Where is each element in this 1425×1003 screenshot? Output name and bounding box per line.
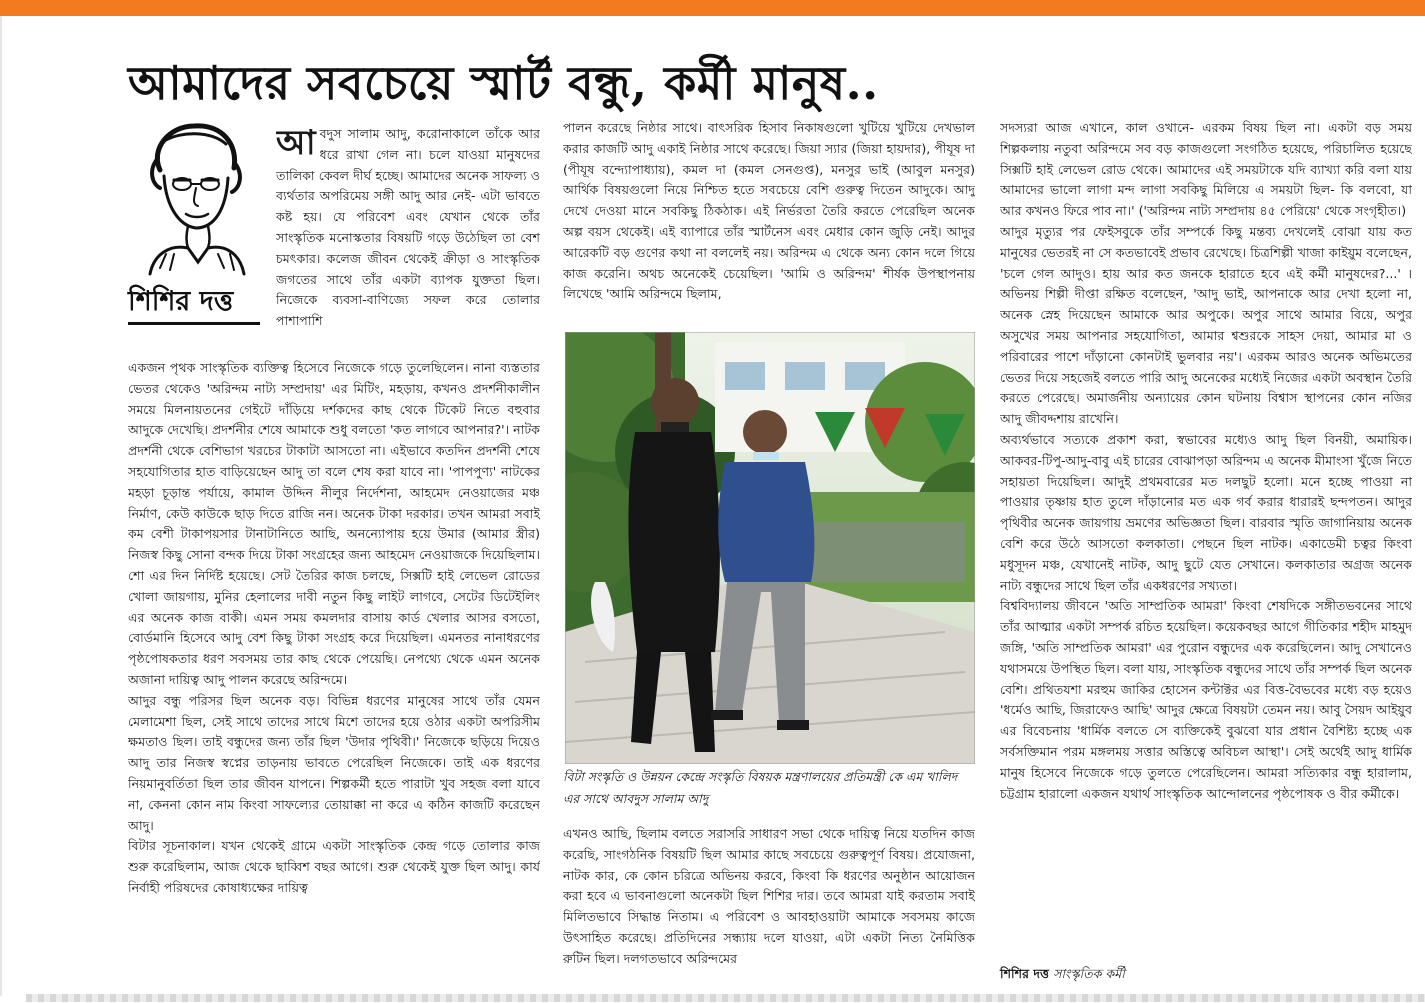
article-column-2-bottom bbox=[563, 824, 975, 986]
body-paragraph: বিশ্ববিদ্যালয় জীবনে 'অতি সাম্প্রতিক আমরা' কিংবা শেষদিকে সঙ্গীতভবনের সাথে তাঁর আত্মার একটা সম্পর্ক রচিত হয়েছিল। কয়েকবছর আগে গীতিকার শহীদ মাহমুদ জঙ্গি, 'অতি সাম্প্রতিক আমরা' এর পুরোন বন্ধুদের এক করেছিলেন। আদু সেখানেও যথাসময়ে উপস্থিত ছিল। বলা যায়, সাংস্কৃতিক বন্ধুদের সাথে তাঁর সম্পর্ক ছিল অনেক বেশি। প্রথিতযশা মরহুম জাকির হোসেন কন্টাক্টর এর বিত্ত-বৈভবের মধ্যে বড় হয়েও 'ধর্মেও আছি, জিরাফেও আছি' আদুর ক্ষেত্রে বিষয়টা তেমন নয়। আবু সৈয়দ আইয়ুব এর বিবেচনায় 'ধার্মিক বলতে সে ব্যক্তিকেই বুঝবো যার প্রধান বৈশিষ্ট্য হচ্ছে এক সর্বসক্তিমান পরম মঙ্গলময় সত্তার অস্তিত্বে অবিচল আস্থা'। সেই অর্থেই আদু ধার্মিক মানুষ হিসেবে নিজেকে গড়ে তুলতে পেরেছিলেন। আমরা সত্যিকার বন্ধু হারালাম, চট্টগ্রাম হারালো একজন যথার্থ সাংস্কৃতিক আন্দোলনের পৃষ্ঠপোষক ও বীর কর্মীকে। bbox=[1000, 598, 1412, 801]
intro-text: বদুস সালাম আদু, করোনাকালে তাঁকে আর ধরে রাখা গেল না। চলে যাওয়া মানুষদের তালিকা কেবল দীর্ঘ হচ্ছে। আমাদের অনেক সাফল্য ও ব্যর্থতার অপরিমেয় সঙ্গী আদু আর নেই- এটা ভাবতে কষ্ট হয়। যে পরিবেশ এবং যেখান থেকে তাঁর সাংস্কৃতিক মনোস্কতার বিষয়টি গড়ে উঠেছিল তা বেশ চমৎকার। কলেজ জীবন থেকেই ক্রীড়া ও সাংস্কৃতিক জগতের সাথে তাঁর একটা ব্যাপক যুক্ততা ছিল। নিজেকে ব্যবসা-বাণিজ্যে সফল করে তোলার পাশাপাশি bbox=[276, 126, 540, 329]
byline-name: শিশির দত্ত bbox=[1000, 966, 1050, 981]
article-column-3 bbox=[1000, 118, 1412, 958]
body-paragraph: একজন পৃথক সাংস্কৃতিক ব্যক্তিত্ব হিসেবে নিজেকে গড়ে তুলেছিলেন। নানা ব্যস্ততার ভেতর থেকেও 'অরিন্দম নাট্য সম্প্রদায়' এর মিটিং, মহড়ায়, কখনও প্রদর্শনীকালীন সময়ে মিলনায়তনের গেইটে দাঁড়িয়ে দর্শকদের কাছ থেকে টিকেট নিতে বহুবার আদুকে দেখেছি। প্রদর্শনীর শেষে আমাকে শুধু বলতো 'কত লাগবে আপনার?'। নাটক প্রদর্শনী থেকে বেশিভাগ খরচের টাকাটা আসতো না। এইভাবে কতদিন প্রদর্শনী শেষে সহযোগিতার হাত বাড়িয়েছেন আদু তা বলে শেষ করা যাবে না। 'পাপপুণ্য' নাটকের মহড়া চূড়ান্ত পর্যায়ে, কামাল উদ্দিন নীলুর নির্দেশনা, আহমেদ নেওয়াজের মঞ্চ নির্মাণ, কেউ কাউকে ছাড় দিতে রাজি নন। অনেক টাকা দরকার। তখন আমরা সবাই কম বেশী টাকাপয়সার টানাটানিতে আছি, অনন্যোপায় হয়ে উমার (আমার স্ত্রীর) নিজস্ব কিছু সোনা বন্দক দিয়ে টাকা সংগ্রহের জন্য আহমেদ নেওয়াজকে দিয়েছিলাম। শো এর দিন নির্দিষ্ট হয়েছে। সেট তৈরির কাজ চলছে, সিক্সটি হাই লেভেল রোডের খোলা জায়গায়, মুনির হেলালের দাবী নতুন কিছু লাইট লাগবে, সেটের ডিটেইলিং এর অনেক কাজ বাকী। এমন সময় কমলদার বাসায় কার্ড খেলার আসর বসতো, বোর্ডমানি হিসেবে আদু বেশ কিছু টাকা সংগ্রহ করে দিয়েছিল। এমনতর নানাধরণের পৃষ্ঠপোষকতার ধরণ সবসময় তার কাছ থেকে পেয়েছি। নেপথ্যে থেকে এমন অনেক অজানা দায়িত্ব আদু পালন করেছে অরিন্দমে। bbox=[128, 360, 540, 687]
article-photo bbox=[565, 332, 975, 764]
article-column-2-top bbox=[563, 118, 975, 324]
article-headline: আমাদের সবচেয়ে স্মার্ট বন্ধু, কর্মী মানুষ.. bbox=[128, 56, 879, 110]
body-paragraph: আদুর বন্ধু পরিসর ছিল অনেক বড়। বিভিন্ন ধরণের মানুষের সাথে তাঁর যেমন মেলামেশা ছিল, সেই সাথে তাদের সাথে মিশে তাদের হয়ে ওঠার একটা অপরিসীম ক্ষমতাও ছিল। তাই বন্ধুদের জন্য তাঁর ছিল 'উদার পৃথিবী।' নিজেকে ছড়িয়ে দিয়েও আদু তার নিজস্ব স্বপ্নের তাড়নায় ভাবতে পেরেছিল নিজেকে। তাই এক ধরণের নিয়মানুবর্তিতা ছিল তার জীবন যাপনে। শিল্পকর্মী হতে পারাটা খুব সহজ বলা যাবে না, কেননা কোন নাম কিংবা সাফল্যের তোয়াক্কা না করে এ কঠিন কাজটি করেছেন আদু। bbox=[128, 692, 540, 833]
author-portrait-sketch bbox=[130, 118, 258, 276]
drop-cap: আ bbox=[276, 124, 316, 163]
intro-paragraph bbox=[276, 124, 540, 358]
author-label-underline bbox=[128, 322, 260, 325]
body-paragraph: আদুর মৃত্যুর পর ফেইসবুকে তাঁর সম্পর্কে কিছু মন্তব্য দেখলেই বোঝা যায় কত মানুষের ভেতরই না সে কতভাবেই প্রভাব রেখেছে। চিত্রশিল্পী খাজা কাইয়ুম বলেছেন, 'চলে গেল আদুও। হায় আর কত জনকে হারাতে হবে এই কর্মী মানুষদের?...' । অভিনয় শিল্পী দীপ্তা রক্ষিত বলেছেন, 'আদু ভাই, আপনাকে আর দেখা হলো না, অনেক স্নেহ দিয়েছেন আমাকে আর অপুকে। অপুর সাথে আমার বিয়ে, অপুর অসুখের সময় আপনার সহযোগিতা, আমার শ্বশুরকে সাহস দেয়া, আমার মা ও পরিবারের পাশে দাঁড়ানো কোনটাই ভুলবার নয়'। এরকম আরও অনেক অভিমতের ভেতর দিয়ে সহজেই বলতে পারি আদু অনেকের মধ্যেই নিজের একটা অবস্থান তৈরি করতে পেরেছে। অমার্জনীয় অন্যায়ের কোন ঘটনায় বিশ্বাস স্থাপনের কোন নজির আদু জীবদ্দশায় রাখেনি। bbox=[1000, 223, 1412, 427]
author-name-label: শিশির দত্ত bbox=[128, 286, 234, 317]
bottom-scroll-strip bbox=[26, 994, 1425, 1002]
page-edge-rule bbox=[0, 16, 2, 996]
byline-role: সাংস্কৃতিক কর্মী bbox=[1053, 966, 1125, 981]
body-paragraph: এখনও আছি, ছিলাম বলতে সরাসরি সাধারণ সভা থেকে দায়িত্ব নিয়ে যতদিন কাজ করেছি, সাংগঠনিক বিষয়টি ছিল আমার কাছে সবচেয়ে গুরুত্বপূর্ণ বিষয়। প্রযোজনা, নাটক কার, কে কোন চরিত্রে অভিনয় করবে, কিংবা কি ধরণের অনুষ্ঠান আয়োজন করা হবে এ ভাবনাগুলো অনেকটা ছিল শিশির দার। তবে আমরা যাই করতাম সবাই মিলিতভাবে সিদ্ধান্ত নিতাম। এ পরিবেশ ও আবহাওয়াটা আমাকে সবসময় কাজে উৎসাহিত করেছে। প্রতিদিনের সন্ধ্যায় দলে যাওয়া, এটা একটা নিত্য নৈমিত্তিক রুটিন ছিল। দলগতভাবে অরিন্দমের bbox=[563, 826, 975, 966]
article-byline bbox=[1000, 964, 1412, 984]
photo-caption: বিটা সংস্কৃতি ও উন্নয়ন কেন্দ্রে সংস্কৃতি বিষয়ক মন্ত্রণালয়ের প্রতিমন্ত্রী কে এম খালিদ এর সাথে আবদুস সালাম আদু bbox=[563, 769, 958, 806]
article-column-1 bbox=[128, 358, 540, 986]
body-paragraph: বিটার সূচনাকাল। যখন থেকেই গ্রামে একটা সাংস্কৃতিক কেন্দ্র গড়ে তোলার কাজ শুরু করেছিলাম, আজ থেকে ছাব্বিশ বছর আগে। শুরু থেকেই যুক্ত ছিল আদু। কার্য নির্বাহী পরিষদের কোষাধ্যক্ষের দায়িত্ব bbox=[128, 838, 540, 895]
top-accent-bar bbox=[0, 0, 1425, 16]
body-paragraph: পালন করেছে নিষ্ঠার সাথে। বাৎসরিক হিসাব নিকাষগুলো খুটিয়ে খুটিয়ে দেখভাল করার কাজটি আদু একাই নিষ্ঠার সাথে করেছে। জিয়া স্যার (জিয়া হায়দার), পীযূষ দা (পীযূষ বন্দ্যোপাধ্যায়), কমল দা (কমল সেনগুপ্ত), মনসুর ভাই (আবুল মনসুর) আর্থিক বিষয়গুলো নিয়ে নিশ্চিত হতে সবচেয়ে বেশি গুরুত্ব দিতেন আদুকে। আদু দেখে দেওয়া মানে সবকিছু ঠিকঠাক। এই নির্ভরতা তৈরি করতে পেরেছিল অনেক অল্প বয়স থেকেই। এই ব্যাপারে তাঁর স্মার্টনেস এবং মেধার কোন জুড়ি নেই। আদুর আরেকটি বড় গুণের কথা না বললেই নয়। অরিন্দম এ থেকে অন্য কোন দলে গিয়ে কাজ করেনি। অথচ অনেকেই চেয়েছিল। 'আমি ও অরিন্দম' শীর্ষক উপস্থাপনায় লিখেছে 'আমি অরিন্দমে ছিলাম, bbox=[563, 120, 975, 302]
body-paragraph: সদস্যরা আজ এখানে, কাল ওখানে- এরকম বিষয় ছিল না। একটা বড় সময় শিল্পকলায় নতুবা অরিন্দমে সব বড় কাজগুলো সংগঠিত হয়েছে, পরিচালিত হয়েছে সিক্সটি হাই লেভেল রোড থেকে। আমাদের এই সময়টাকে যদি ব্যাখ্যা করি বলা যায় আমাদের ভালো লাগা মন্দ লাগা সবকিছু মিলিয়ে এ সময়টা ছিল- কি বলবো, যা আর কখনও ফিরে পাব না।' ('অরিন্দম নাট্য সম্প্রদায় ৪৫ পেরিয়ে' থেকে সংগৃহীত।) bbox=[1000, 120, 1412, 219]
body-paragraph: অব্যর্থভাবে সত্যকে প্রকাশ করা, স্বভাবের মধ্যেও আদু ছিল বিনয়ী, অমায়িক। আকবর-টিপু-আদু-বাবু এই চারের বোঝাপড়া অরিন্দম এ অনেক মীমাংসা খুঁজে নিতে সহায়তা দিয়েছিল। আদুই প্রথমবারের মত দলছুট হলো। মনে হচ্ছে পাওয়া না পাওয়ার তৃষ্ণায় হাত তুলে দাঁড়ানোর মত এক গর্ব করার ধারারই ছন্দপতন। আদুর পৃথিবীর অনেক জায়গায় ভ্রমণের অভিজ্ঞতা ছিল। বারবার স্মৃতি জাগানিয়ায় অনেক বেশি করে উঠে আসতো কলকাতা। পেছনে ছিল নাটক। একাডেমী চত্বর কিংবা মধুসূদন মঞ্চ, যেখানেই নাটক, আদু ছুটে যেত সেখানে। কলকাতার অগ্রজ অনেক নাট্য বন্ধুদের সাথে ছিল তাঁর একধরণের সখ্যতা। bbox=[1000, 431, 1412, 593]
